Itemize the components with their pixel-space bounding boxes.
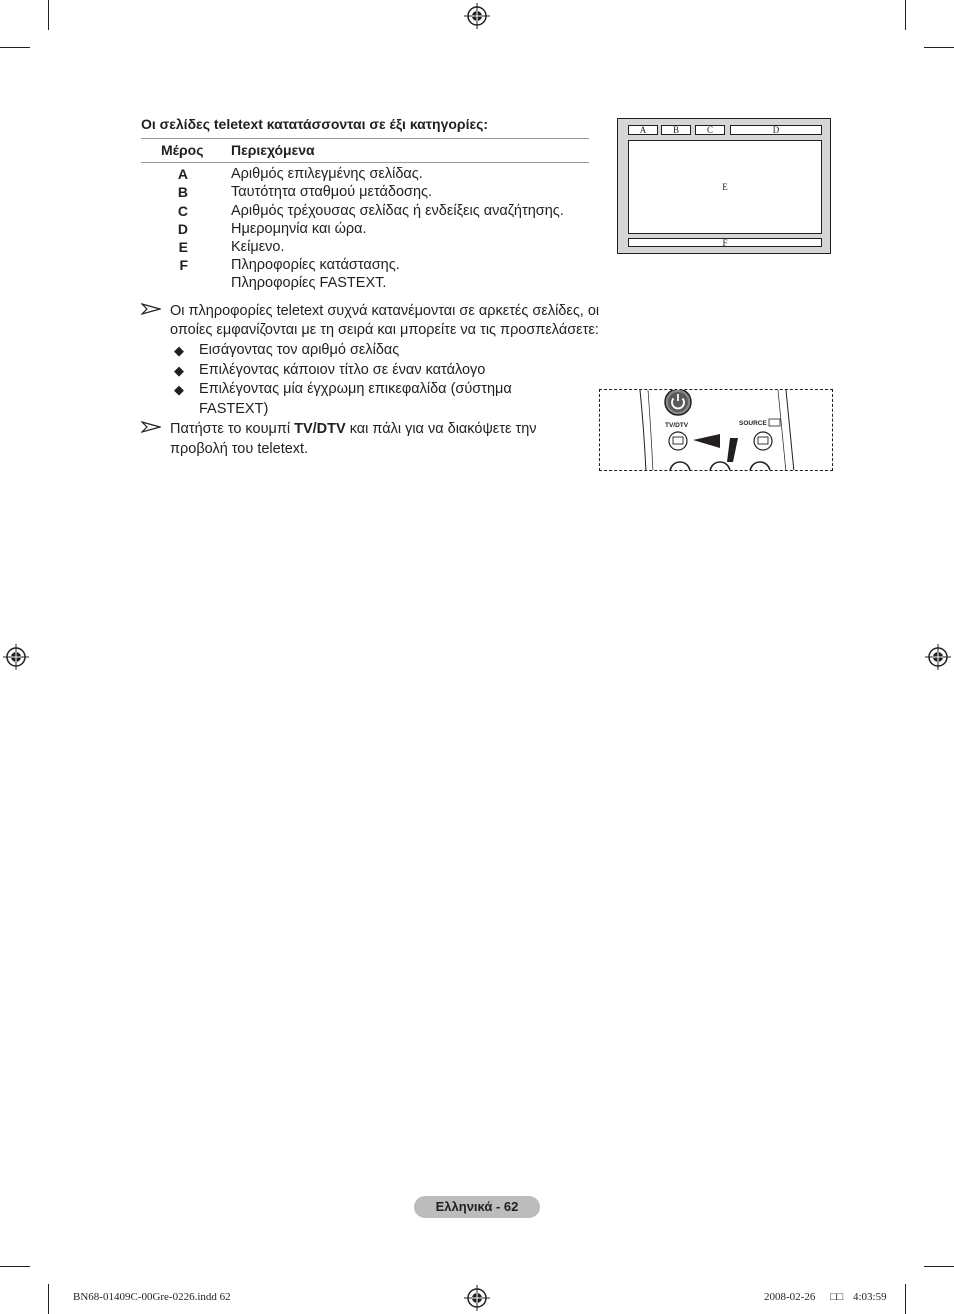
table-row-contents: Αριθμός τρέχουσας σελίδας ή ενδείξεις αναζήτησης. [231,203,564,219]
table-row-contents: Αριθμός επιλεγμένης σελίδας. [231,166,423,182]
source-label: SOURCE [739,420,767,427]
registration-mark-icon [3,644,29,670]
source-button[interactable] [754,432,772,450]
crop-mark [48,0,49,30]
table-row-part: B [177,184,188,200]
crop-mark [48,1284,49,1314]
teletext-area-a: A [628,125,658,135]
note-text-post: και πάλι για να διακόψετε την [345,421,537,437]
tvdtv-button[interactable] [669,432,687,450]
table-row-part: D [177,221,188,237]
teletext-area-e [628,140,822,234]
note-text-line: προβολή του teletext. [170,441,309,457]
remote-control-drawing [600,390,833,471]
note-text-line: οποίες εμφανίζονται με τη σειρά και μπορείτε να τις προσπελάσετε: [170,322,599,338]
column-header-part: Μέρος [161,142,204,158]
teletext-area-d: D [730,125,822,135]
table-header-rule [141,162,589,163]
crop-mark [924,1266,954,1267]
remote-button[interactable] [670,462,690,471]
table-row-part: A [177,166,188,182]
remote-control-illustration [599,389,833,471]
remote-button[interactable] [750,462,770,471]
remote-button[interactable] [710,462,730,471]
crop-mark [924,47,954,48]
teletext-area-b: B [661,125,691,135]
note-text-pre: Πατήστε το κουμπί [170,421,295,437]
table-row-contents: Ημερομηνία και ώρα. [231,221,367,237]
power-button[interactable] [665,390,691,415]
bullet-item: Επιλέγοντας κάποιον τίτλο σε έναν κατάλογο [199,362,486,378]
note-arrow-icon [141,303,161,315]
footer-file-name: BN68-01409C-00Gre-0226.indd 62 [73,1291,231,1303]
column-header-contents: Περιεχόμενα [231,142,315,158]
pointer-arrow-icon [693,434,720,448]
crop-mark [0,1266,30,1267]
table-row-contents: Κείμενο. [231,239,285,255]
note-arrow-icon [141,421,161,433]
pointer-bar-icon [727,438,738,462]
crop-mark [905,0,906,30]
tvdtv-label: TV/DTV [665,422,689,429]
diamond-bullet-icon: ◆ [174,343,184,358]
source-icon [769,419,780,426]
registration-mark-icon [464,1285,490,1311]
footer-date: 2008-02-26 [764,1291,816,1303]
note-text-line [170,420,537,440]
table-row-part: C [177,203,188,219]
table-row-contents: Πληροφορίες FASTEXT. [231,275,387,291]
teletext-area-c: C [695,125,725,135]
table-row-part: F [179,257,188,273]
crop-mark [905,1284,906,1314]
footer-boxes: □□ [830,1291,844,1303]
teletext-screen-diagram [617,118,831,254]
teletext-area-f: F [628,238,822,247]
bullet-item: Εισάγοντας τον αριθμό σελίδας [199,342,400,358]
table-row-contents: Ταυτότητα σταθμού μετάδοσης. [231,184,433,200]
page-number-badge: Ελληνικά - 62 [414,1196,540,1218]
table-row-contents: Πληροφορίες κατάστασης. [231,257,400,273]
table-top-rule [141,138,589,139]
section-heading: Οι σελίδες teletext κατατάσσονται σε έξι κατηγορίες: [141,116,489,132]
registration-mark-icon [925,644,951,670]
diamond-bullet-icon: ◆ [174,382,184,397]
teletext-area-e-label: E [722,182,728,192]
crop-mark [0,47,30,48]
bullet-item-continuation: FASTEXT) [199,401,269,417]
registration-mark-icon [464,3,490,29]
footer-time: 4:03:59 [853,1291,887,1303]
tvdtv-button-reference: TV/DTV [294,421,346,437]
table-row-part: E [178,239,188,255]
bullet-item: Επιλέγοντας μία έγχρωμη επικεφαλίδα (σύστημα [199,381,512,397]
note-text-line: Οι πληροφορίες teletext συχνά κατανέμονται σε αρκετές σελίδες, οι [170,303,600,319]
diamond-bullet-icon: ◆ [174,363,184,378]
